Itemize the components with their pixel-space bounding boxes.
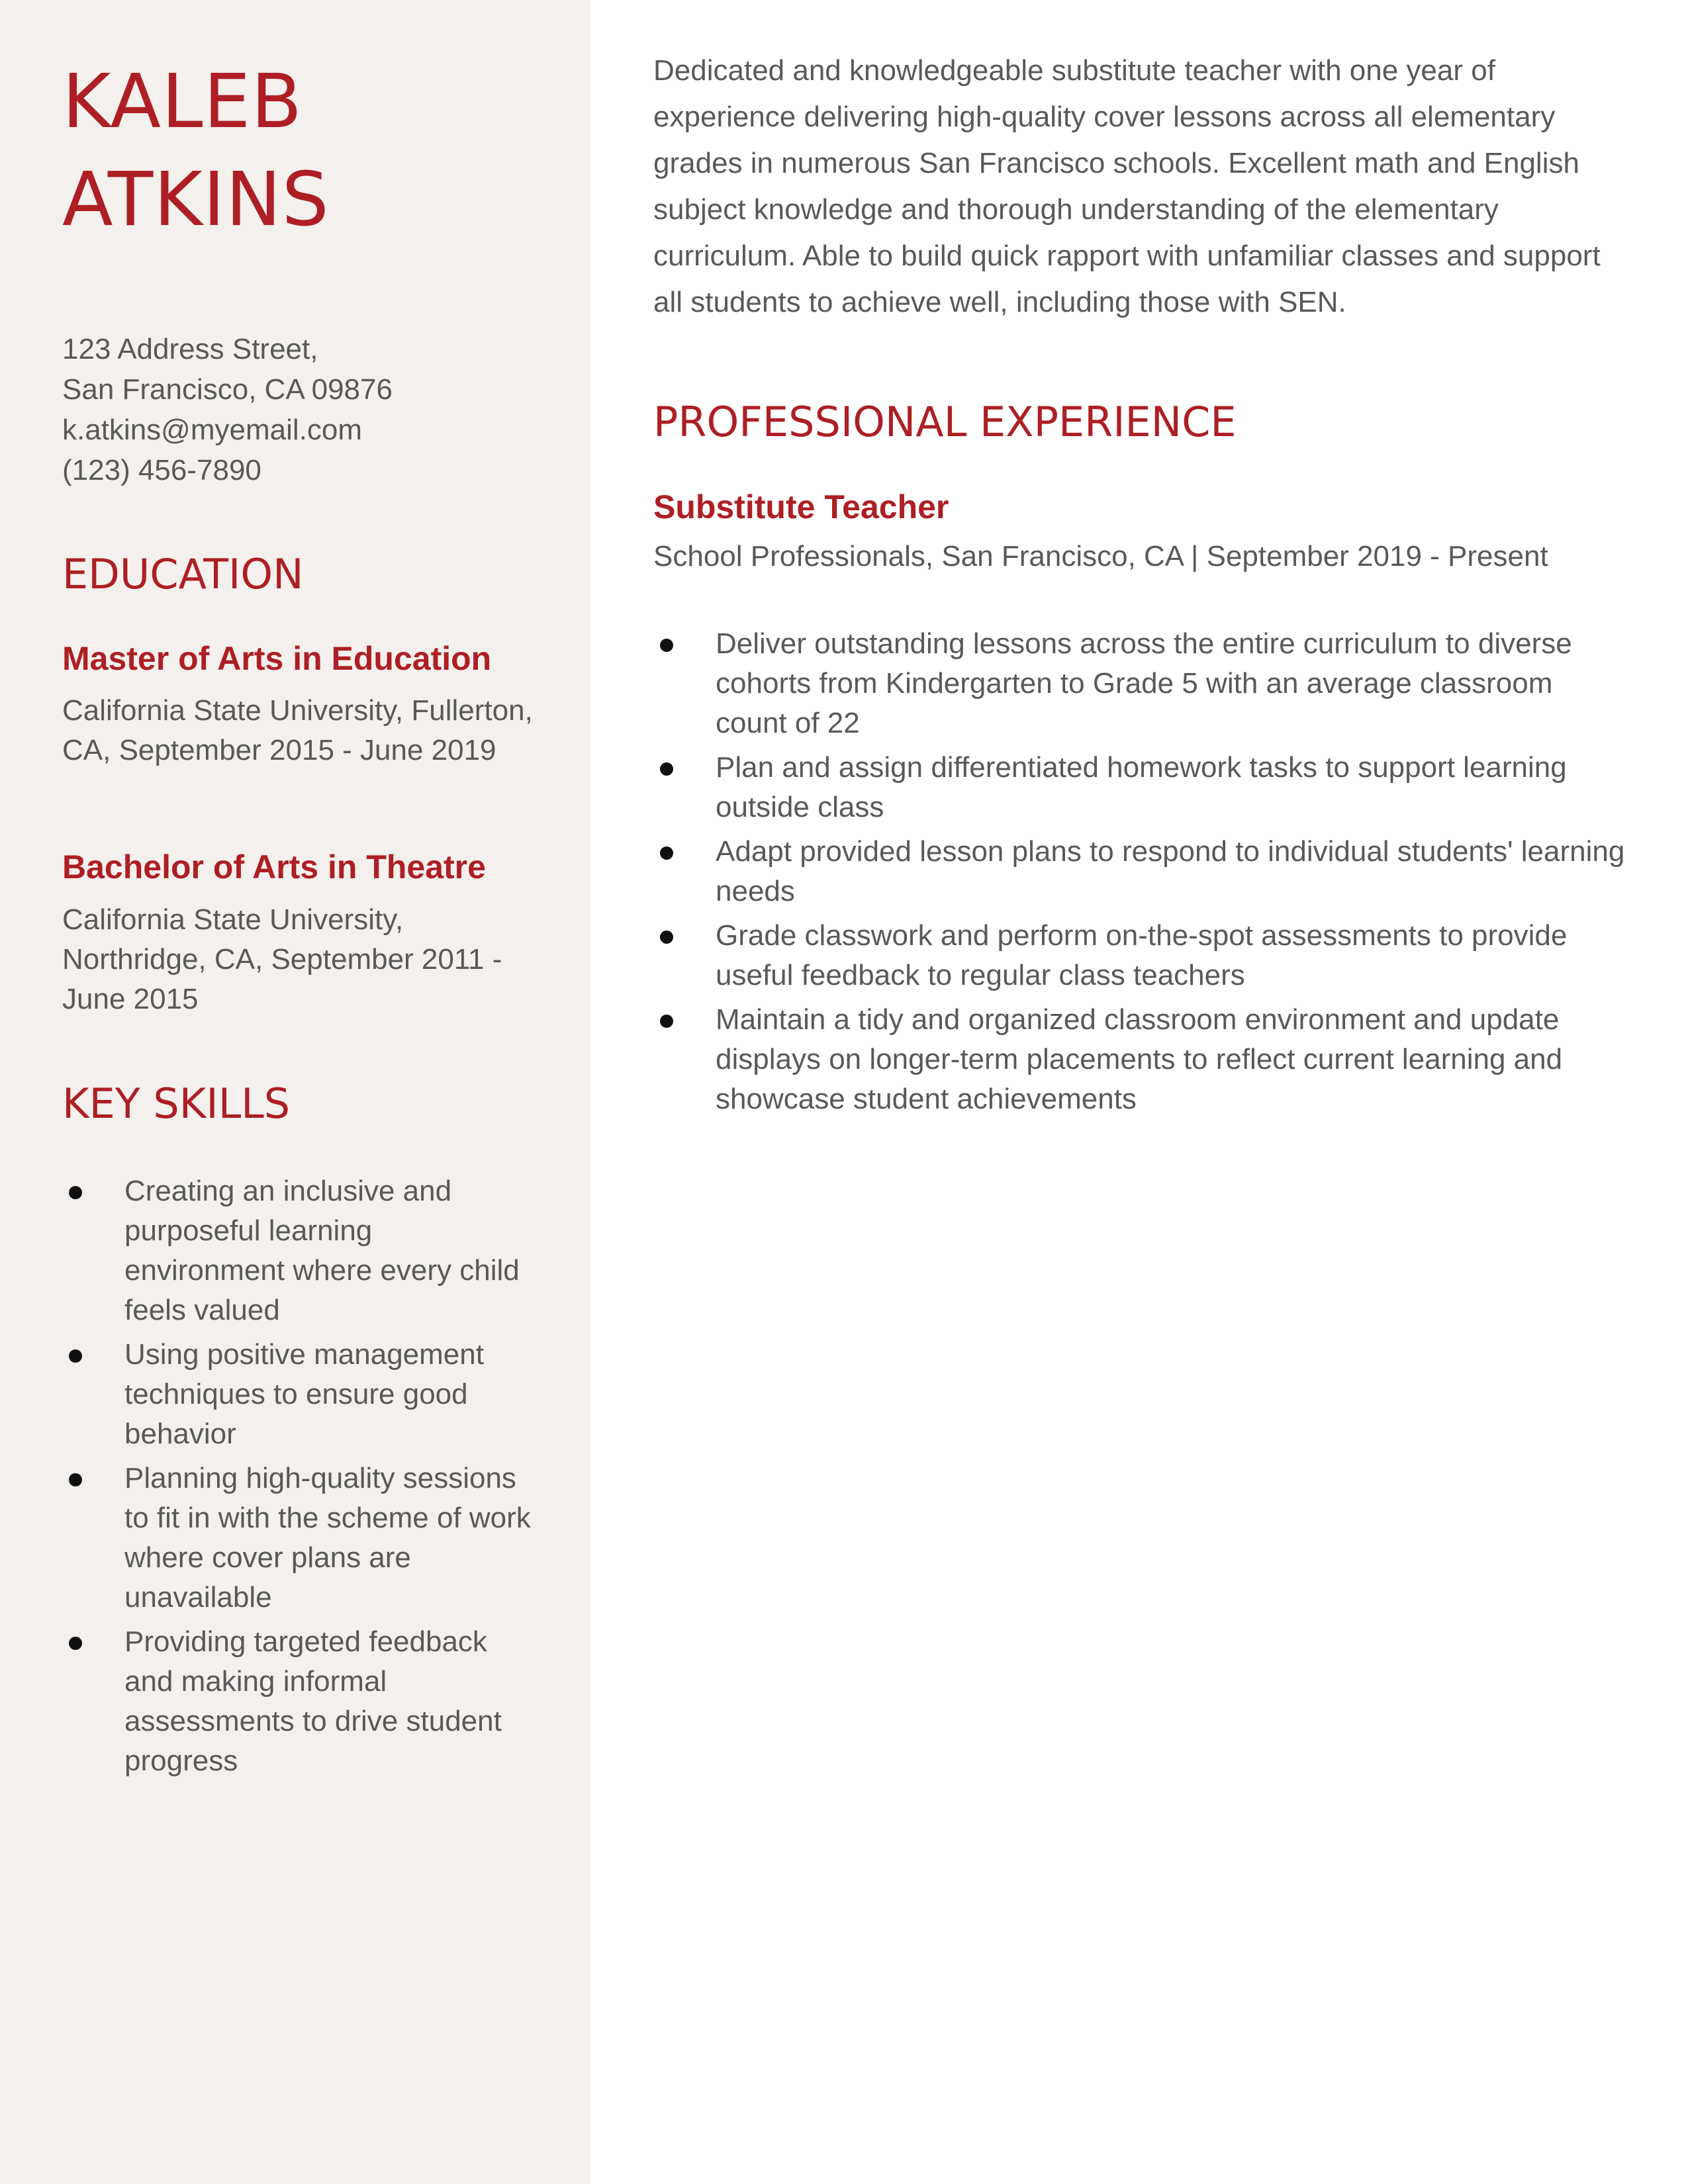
contact-info [62, 329, 539, 490]
job-bullet [653, 916, 1626, 995]
job-bullet [653, 748, 1626, 827]
education-heading: EDUCATION [62, 550, 304, 598]
first-name: KALEB [62, 59, 303, 145]
skill-text: Planning high-quality sessions to fit in with the scheme of work where cover plans are unavailable [124, 1462, 531, 1614]
address-line-1: 123 Address Street, [62, 333, 318, 365]
phone: (123) 456-7890 [62, 454, 261, 486]
job-bullet [653, 1000, 1626, 1119]
skill-text: Using positive management techniques to ensure good behavior [124, 1338, 484, 1450]
bullet-icon [660, 846, 673, 860]
bullet-icon [660, 1015, 673, 1028]
education-details: California State University, Fullerton, CA, September 2015 - June 2019 [62, 694, 533, 766]
skill-item [62, 1171, 539, 1330]
job-title: Substitute Teacher [653, 488, 949, 525]
address-line-2: San Francisco, CA 09876 [62, 373, 393, 406]
education-degree: Bachelor of Arts in Theatre [62, 848, 486, 886]
job-bullet [653, 832, 1626, 911]
skill-text: Creating an inclusive and purposeful learning environment where every child feels valued [124, 1175, 520, 1326]
bullet-icon [69, 1186, 82, 1199]
bullet-icon [69, 1637, 82, 1650]
skill-item [62, 1622, 539, 1781]
job-bullet-text: Plan and assign differentiated homework tasks to support learning outside class [716, 751, 1567, 823]
skill-item [62, 1335, 539, 1454]
bullet-icon [660, 931, 673, 944]
skills-heading: KEY SKILLS [62, 1079, 291, 1128]
candidate-name [62, 53, 539, 249]
bullet-icon [660, 639, 673, 652]
skills-list [62, 1171, 539, 1786]
job-bullet-text: Adapt provided lesson plans to respond to individual students' learning needs [716, 835, 1625, 907]
job-bullet-text: Grade classwork and perform on-the-spot assessments to provide useful feedback to regular class teachers [716, 919, 1568, 991]
bullet-icon [69, 1349, 82, 1363]
education-degree: Master of Arts in Education [62, 640, 492, 677]
bullet-icon [660, 762, 673, 776]
last-name: ATKINS [62, 157, 330, 243]
job-bullet [653, 624, 1626, 743]
education-details: California State University, Northridge, CA, September 2011 - June 2015 [62, 903, 502, 1015]
email: k.atkins@myemail.com [62, 414, 362, 446]
job-bullet-text: Maintain a tidy and organized classroom environment and update displays on longer-term placements to reflect current learning and showcase student achievements [716, 1003, 1563, 1115]
job-bullets [653, 624, 1626, 1124]
skill-text: Providing targeted feedback and making informal assessments to drive student progress [124, 1625, 502, 1777]
professional-summary: Dedicated and knowledgeable substitute teacher with one year of experience delivering high-quality cover lessons across all elementary grades in numerous San Francisco schools. Excellent math and English subject knowledge and thorough understanding of the elementary curriculum. Able to build quick rapport with unfamiliar classes and support all students to achieve well, including those with SEN. [653, 54, 1601, 318]
experience-heading: PROFESSIONAL EXPERIENCE [653, 398, 1237, 446]
bullet-icon [69, 1473, 82, 1486]
sidebar [0, 0, 590, 2184]
job-meta: School Professionals, San Francisco, CA | September 2019 - Present [653, 540, 1548, 572]
skill-item [62, 1459, 539, 1617]
job-bullet-text: Deliver outstanding lessons across the entire curriculum to diverse cohorts from Kindergarten to Grade 5 with an average classroom count of 22 [716, 627, 1572, 739]
